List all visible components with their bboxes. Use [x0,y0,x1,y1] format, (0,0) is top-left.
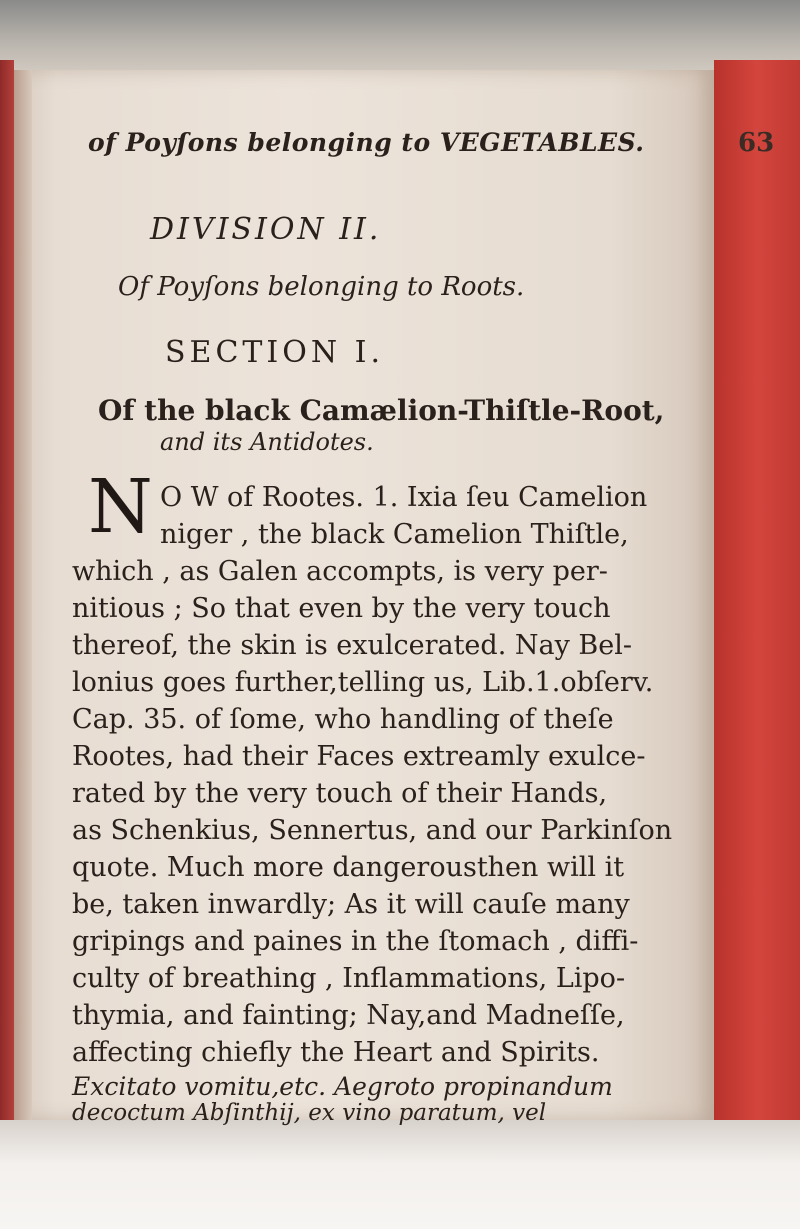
drop-cap: N [88,464,153,550]
body-line: as Schenkius, Sennertus, and our Parkinſon [72,815,673,846]
body-line: Rootes, had their Faces extreamly exulce- [72,741,646,772]
body-line: which , as Galen accompts, is very per- [72,556,608,587]
body-line: rated by the very touch of their Hands, [72,778,608,809]
body-line: Excitato vomitu,etc. Aegroto propinandum [72,1072,613,1101]
body-line: niger , the black Camelion Thiſtle, [160,519,629,550]
division-subtitle: Of Poyſons belonging to Roots. [118,272,525,302]
body-line: gripings and paines in the ſtomach , diffi- [72,926,639,957]
body-line: lonius goes further,telling us, Lib.1.obſerv. [72,667,654,698]
chapter-title: Of the black Camælion-Thiſtle-Root, [98,394,665,427]
body-line: quote. Much more dangerousthen will it [72,852,625,883]
body-line: be, taken inwardly; As it will cauſe many [72,889,630,920]
page-number: 63 [738,128,775,158]
body-line: O W of Rootes. 1. Ixia ſeu Camelion [160,482,648,513]
division-title: DIVISION II. [150,212,382,247]
chapter-subtitle: and its Antidotes. [160,428,374,456]
body-line: Cap. 35. of ſome, who handling of theſe [72,704,614,735]
body-line: thereof, the skin is exulcerated. Nay Bel- [72,630,632,661]
body-line: thymia, and fainting; Nay,and Madneſſe, [72,1000,625,1031]
section-title: SECTION I. [165,335,385,370]
body-line: affecting chiefly the Heart and Spirits. [72,1037,600,1068]
body-line: culty of breathing , Inflammations, Lipo- [72,963,626,994]
body-line: nitious ; So that even by the very touch [72,593,611,624]
running-head: of Poyſons belonging to VEGETABLES. [88,128,645,157]
body-line: decoctum Abſinthij, ex vino paratum, vel [72,1100,547,1126]
